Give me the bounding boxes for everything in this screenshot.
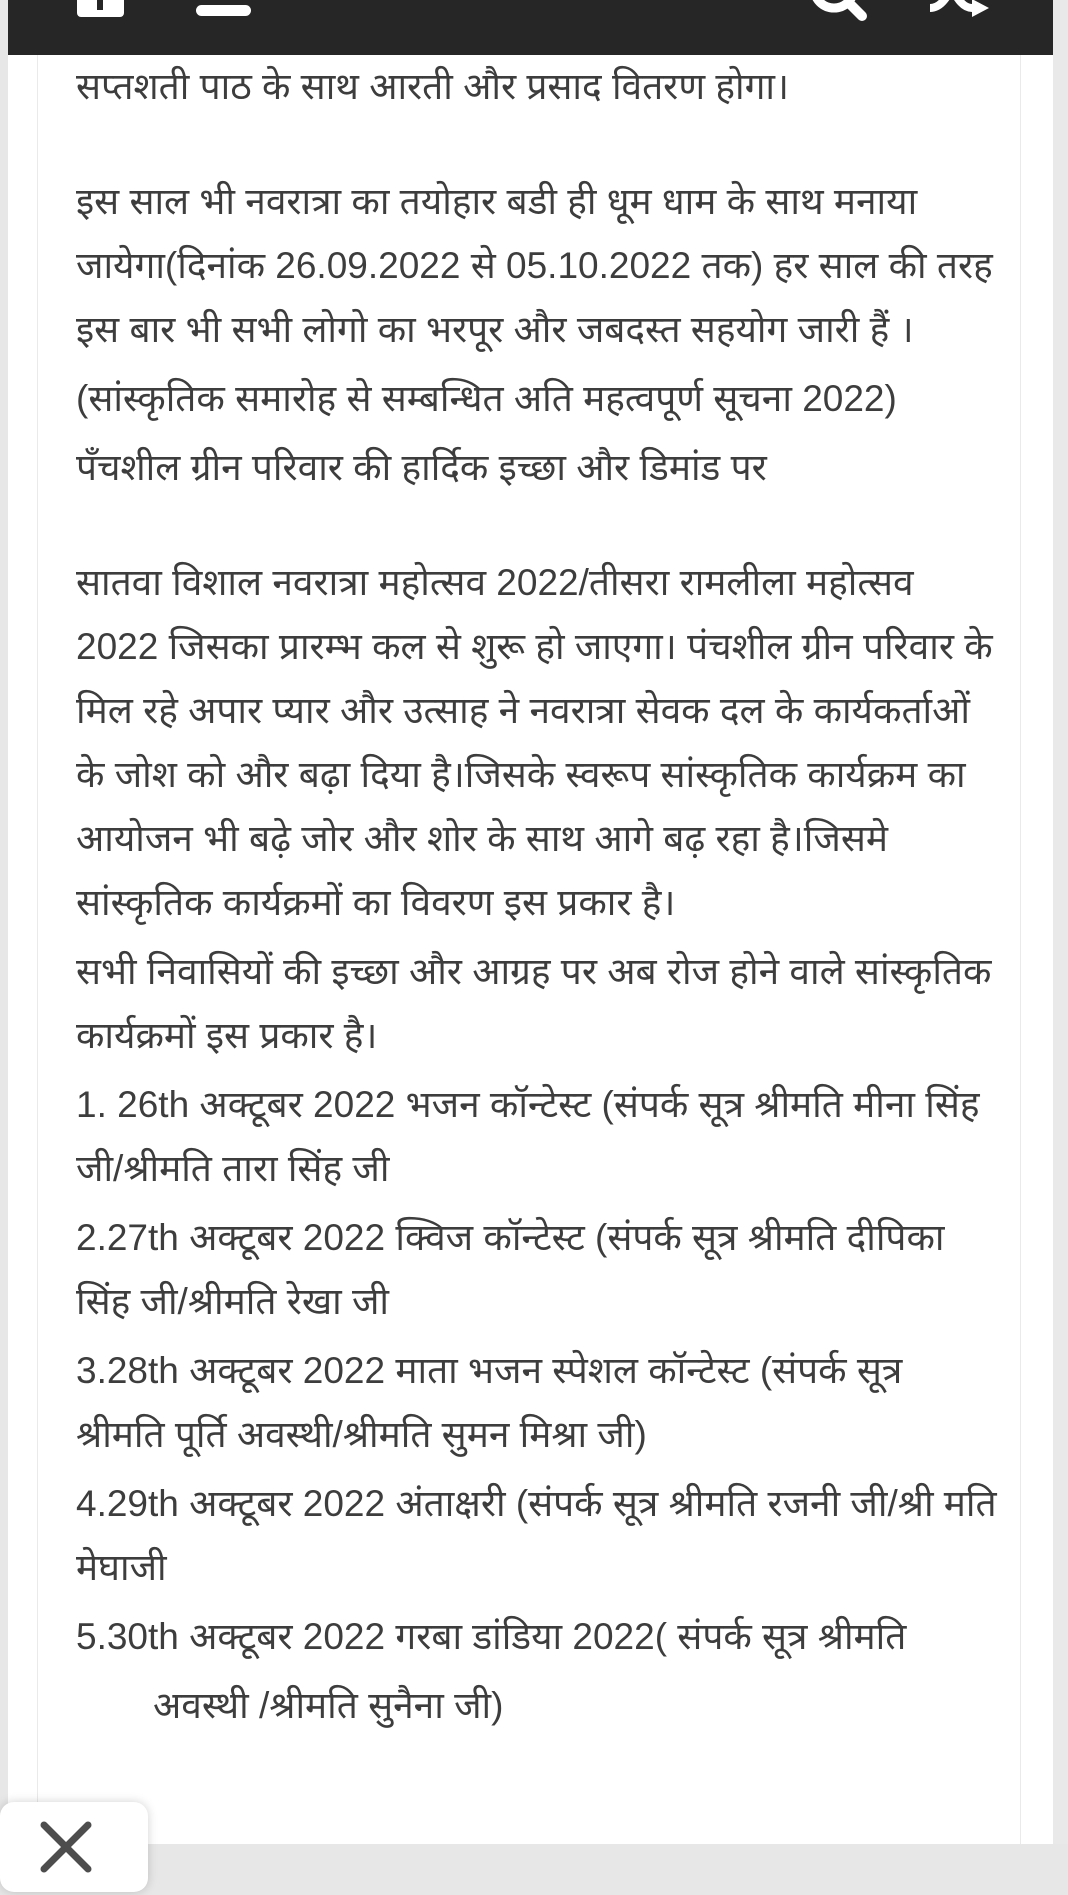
article-paragraph: सातवा विशाल नवरात्रा महोत्सव 2022/तीसरा रामलीला महोत्सव 2022 जिसका प्रारम्भ कल से शुरू हो जाएगा। पंचशील ग्रीन परिवार के मिल रहे अपार प्यार और उत्साह ने नवरात्रा सेवक दल के कार्यकर्ताओं के जोश को और बढ़ा दिया है।जिसके स्वरूप सांस्कृतिक कार्यक्रम का आयोजन भी बढ़े जोर और शोर के साथ आगे बढ़ रहा है।जिसमे सांस्कृतिक कार्यक्रमों का विवरण इस प्रकार है। [76,562,993,923]
paragraph-gap [76,505,998,551]
article-body [76,55,998,1738]
article-paragraph: सप्तशती पाठ के साथ आरती और प्रसाद वितरण होगा। [76,66,790,107]
article-paragraph: पँचशील ग्रीन परिवार की हार्दिक इच्छा और डिमांड पर [76,447,767,488]
article-list-item: अवस्थी /श्रीमति सुनैना जी) [153,1685,504,1726]
article-list-item: 3.28th अक्टूबर 2022 माता भजन स्पेशल कॉन्टेस्ट (संपर्क सूत्र श्रीमति पूर्ति अवस्थी/श्रीमति सुमन मिश्रा जी) [76,1350,903,1455]
search-icon [804,0,868,22]
logo-mark-icon [77,0,124,17]
close-button[interactable] [0,1802,148,1892]
article-paragraph: सभी निवासियों की इच्छा और आग्रह पर अब रोज होने वाले सांस्कृतिक कार्यक्रमों इस प्रकार है। [76,951,992,1056]
article-paragraph: (सांस्कृतिक समारोह से सम्बन्धित अति महत्वपूर्ण सूचना 2022) [76,378,897,419]
article-paragraph: इस साल भी नवरात्रा का तयोहार बडी ही धूम धाम के साथ मनाया जायेगा(दिनांक 26.09.2022 से 05.10.2022 तक) हर साल की तरह इस बार भी सभी लोगो का भरपूर और जबदस्त सहयोग जारी हैं । [76,181,993,350]
search-button[interactable] [804,0,868,22]
article-card [37,55,1021,1844]
article-list-item: 1. 26th अक्टूबर 2022 भजन कॉन्टेस्ट (संपर्क सूत्र श्रीमति मीना सिंह जी/श्रीमति तारा सिंह जी [76,1084,980,1189]
vertical-scrollbar[interactable] [1053,0,1068,1844]
page [8,0,1053,1844]
app-header [8,0,1053,55]
close-icon [0,1802,148,1892]
shuffle-button[interactable] [926,0,990,22]
article-list-item: 2.27th अक्टूबर 2022 क्विज कॉन्टेस्ट (संपर्क सूत्र श्रीमति दीपिका सिंह जी/श्रीमति रेखा जी [76,1217,945,1322]
paragraph-gap [76,124,998,170]
menu-icon[interactable] [196,5,251,16]
shuffle-icon [926,0,990,22]
article-list-item: 4.29th अक्टूबर 2022 अंताक्षरी (संपर्क सूत्र श्रीमति रजनी जी/श्री मति मेघाजी [76,1483,997,1588]
article-list-item: 5.30th अक्टूबर 2022 गरबा डांडिया 2022( संपर्क सूत्र श्रीमति [76,1616,907,1657]
